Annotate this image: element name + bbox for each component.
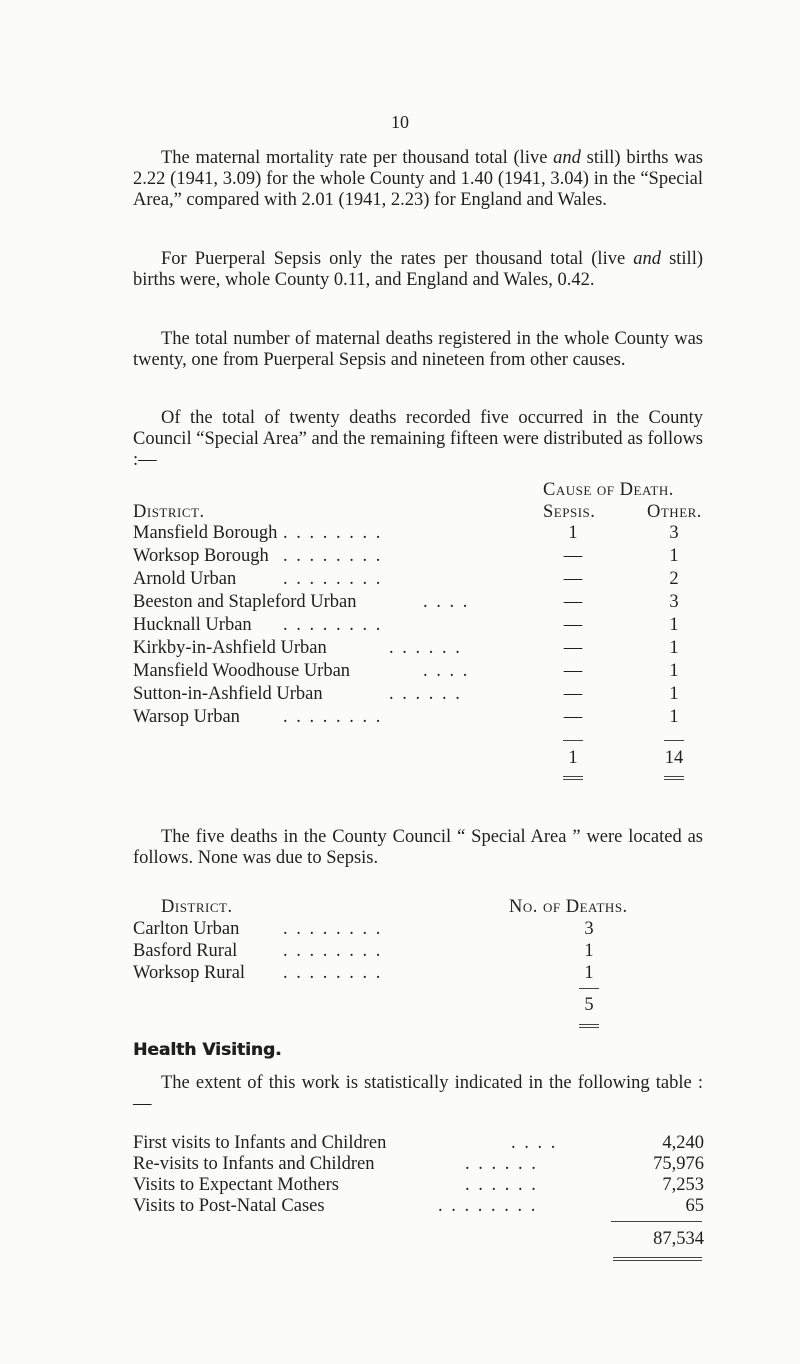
deaths-total: 5 (584, 995, 594, 1015)
leader-dots: . . . . (423, 661, 470, 681)
sepsis-count: — (563, 661, 583, 681)
other-total: 14 (664, 748, 684, 768)
health-visiting-heading: Health Visiting. (133, 1040, 282, 1060)
leader-dots: . . . . . . (389, 638, 462, 658)
leader-dots: . . . . . . . . (283, 615, 383, 635)
table-row (133, 684, 733, 705)
sepsis-header: Sepsis. (543, 502, 596, 522)
table-row (133, 919, 733, 940)
visit-count: 65 (685, 1196, 704, 1216)
other-count: 1 (669, 661, 679, 681)
district-name: Worksop Rural (133, 963, 246, 983)
leader-dots: . . . . . . . . (283, 941, 383, 961)
visit-count: 4,240 (662, 1133, 704, 1153)
leader-dots: . . . . . . (465, 1175, 538, 1195)
deaths-double-rule (579, 1024, 599, 1028)
sepsis-double-rule (563, 776, 583, 780)
leader-dots: . . . . . . (465, 1154, 538, 1174)
other-count: 1 (669, 707, 679, 727)
paragraph-distribution: Of the total of twenty deaths recorded five occurred in the County Council “Special Area” and the remaining fifteen were distributed as follows :— (133, 408, 703, 470)
table-row (133, 963, 733, 984)
table-row (133, 569, 733, 590)
health-visiting-table (133, 1133, 733, 1263)
visits-total: 87,534 (653, 1229, 704, 1249)
deaths-count: 1 (584, 941, 594, 961)
sepsis-total-rule (563, 740, 583, 741)
table-row (133, 707, 733, 728)
sepsis-count: — (563, 707, 583, 727)
table-row (133, 661, 733, 682)
district-name: Beeston and Stapleford Urban (133, 592, 357, 612)
page-number: 10 (391, 112, 409, 132)
district-name: Kirkby-in-Ashfield Urban (133, 638, 327, 658)
table-row (133, 592, 733, 613)
leader-dots: . . . . (423, 592, 470, 612)
sepsis-count: — (563, 615, 583, 635)
table-row (133, 941, 733, 962)
sepsis-count: — (563, 569, 583, 589)
cause-of-death-header: Cause of Death. (543, 480, 674, 500)
table-row (133, 523, 733, 544)
district-header: District. (133, 502, 205, 522)
table-row (133, 1133, 733, 1154)
other-count: 1 (669, 546, 679, 566)
sepsis-count: — (563, 638, 583, 658)
other-count: 1 (669, 684, 679, 704)
table-row (133, 638, 733, 659)
special-area-deaths-table (133, 897, 733, 1027)
table-row (133, 1154, 733, 1175)
visit-count: 75,976 (653, 1154, 704, 1174)
other-header: Other. (647, 502, 702, 522)
visit-type: Visits to Expectant Mothers (133, 1175, 339, 1195)
table-row (133, 1175, 733, 1196)
other-total-rule (664, 740, 684, 741)
sepsis-count: — (563, 546, 583, 566)
leader-dots: . . . . . . . . (283, 546, 383, 566)
table-row (133, 546, 733, 567)
sepsis-count: 1 (568, 523, 578, 543)
leader-dots: . . . . (511, 1133, 558, 1153)
deaths-total-rule (579, 988, 599, 989)
sepsis-count: — (563, 684, 583, 704)
other-count: 3 (669, 592, 679, 612)
visit-type: First visits to Infants and Children (133, 1133, 387, 1153)
district-name: Basford Rural (133, 941, 238, 961)
paragraph-total-deaths: The total number of maternal deaths registered in the whole County was twenty, one from Puerperal Sepsis and nineteen from other causes. (133, 329, 703, 370)
district-name: Worksop Borough (133, 546, 269, 566)
visit-type: Visits to Post-Natal Cases (133, 1196, 325, 1216)
paragraph-maternal-mortality: The maternal mortality rate per thousand total (live and still) births was 2.22 (1941, 3.09) for the whole County and 1.40 (1941, 3.04) in the “Special Area,” compared with 2.01 (1941, 2.23) for England and Wales. (133, 148, 703, 210)
other-count: 1 (669, 638, 679, 658)
deaths-count: 3 (584, 919, 594, 939)
district-name: Hucknall Urban (133, 615, 252, 635)
leader-dots: . . . . . . . . (283, 523, 383, 543)
district-name: Sutton-in-Ashfield Urban (133, 684, 323, 704)
leader-dots: . . . . . . . . (283, 963, 383, 983)
district-name: Carlton Urban (133, 919, 240, 939)
visit-count: 7,253 (662, 1175, 704, 1195)
visits-double-rule (613, 1257, 702, 1261)
district-name: Mansfield Borough (133, 523, 278, 543)
paragraph-extent: The extent of this work is statistically indicated in the following table :— (133, 1073, 703, 1114)
visits-total-rule (611, 1221, 702, 1222)
leader-dots: . . . . . . . . (438, 1196, 538, 1216)
visit-type: Re-visits to Infants and Children (133, 1154, 375, 1174)
sepsis-total: 1 (568, 748, 578, 768)
district-header-2: District. (161, 897, 233, 917)
paragraph-puerperal-sepsis: For Puerperal Sepsis only the rates per thousand total (live and still) births were, whole County 0.11, and England and Wales, 0.42. (133, 249, 703, 290)
sepsis-count: — (563, 592, 583, 612)
other-count: 1 (669, 615, 679, 635)
leader-dots: . . . . . . (389, 684, 462, 704)
deaths-count: 1 (584, 963, 594, 983)
leader-dots: . . . . . . . . (283, 919, 383, 939)
district-name: Warsop Urban (133, 707, 240, 727)
other-count: 2 (669, 569, 679, 589)
paragraph-special-area: The five deaths in the County Council “ Special Area ” were located as follows. None was due to Sepsis. (133, 827, 703, 868)
leader-dots: . . . . . . . . (283, 569, 383, 589)
table-row (133, 1196, 733, 1217)
deaths-header: No. of Deaths. (509, 897, 628, 917)
district-name: Arnold Urban (133, 569, 237, 589)
other-count: 3 (669, 523, 679, 543)
other-double-rule (664, 776, 684, 780)
leader-dots: . . . . . . . . (283, 707, 383, 727)
district-name: Mansfield Woodhouse Urban (133, 661, 351, 681)
cause-of-death-table (133, 480, 733, 780)
table-row (133, 615, 733, 636)
